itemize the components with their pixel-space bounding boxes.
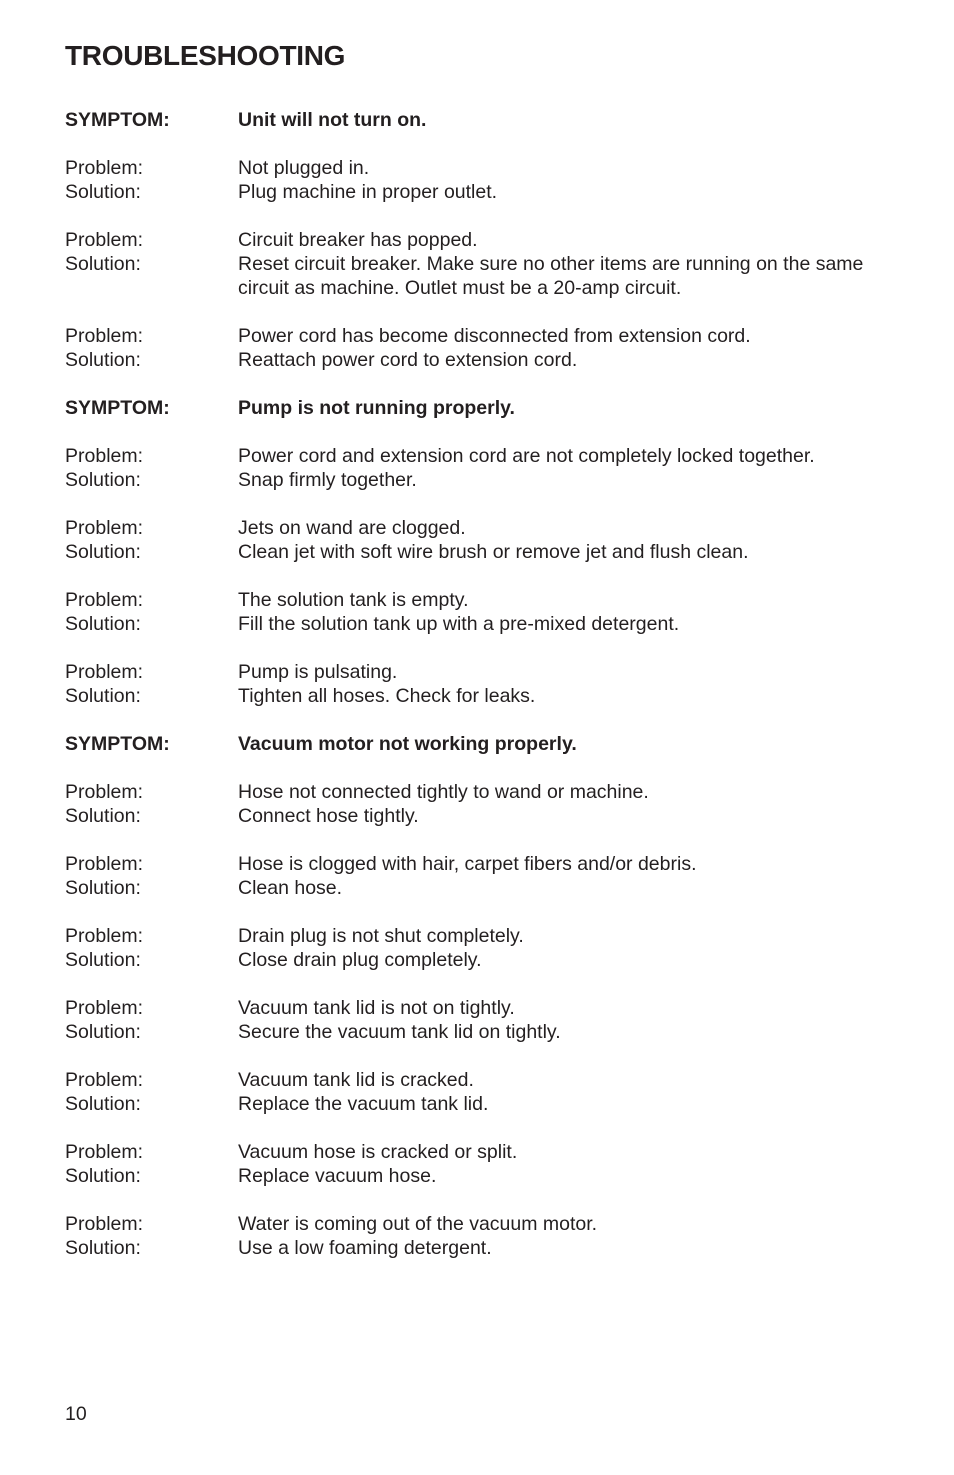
problem-solution-pair	[65, 324, 905, 372]
solution-label: Solution:	[65, 805, 141, 827]
solution-text: Reset circuit breaker. Make sure no other items are running on the same circuit as machine. Outlet must be a 20-amp circuit.	[238, 253, 864, 299]
solution-label: Solution:	[65, 1237, 141, 1259]
problem-solution-pair	[65, 996, 905, 1044]
problem-solution-pair	[65, 1212, 905, 1260]
problem-label: Problem:	[65, 661, 144, 683]
problem-text: Power cord has become disconnected from extension cord.	[238, 325, 751, 347]
problem-label: Problem:	[65, 229, 144, 251]
problem-solution-pair	[65, 516, 905, 564]
solution-text: Fill the solution tank up with a pre-mixed detergent.	[238, 613, 680, 635]
symptom-section	[65, 108, 905, 372]
problem-label: Problem:	[65, 517, 144, 539]
solution-label: Solution:	[65, 181, 141, 203]
problem-text: Pump is pulsating.	[238, 661, 398, 683]
symptom-label: SYMPTOM:	[65, 109, 170, 131]
solution-text: Clean jet with soft wire brush or remove jet and flush clean.	[238, 541, 749, 563]
problem-text: Not plugged in.	[238, 157, 370, 179]
solution-text: Connect hose tightly.	[238, 805, 419, 827]
problem-label: Problem:	[65, 589, 144, 611]
problem-solution-pair	[65, 156, 905, 204]
symptom-section	[65, 396, 905, 708]
problem-label: Problem:	[65, 997, 144, 1019]
symptom-label: SYMPTOM:	[65, 733, 170, 755]
troubleshooting-list	[65, 108, 905, 1284]
solution-text: Close drain plug completely.	[238, 949, 482, 971]
solution-text: Clean hose.	[238, 877, 343, 899]
solution-text: Use a low foaming detergent.	[238, 1237, 492, 1259]
problem-solution-pair	[65, 924, 905, 972]
solution-label: Solution:	[65, 1165, 141, 1187]
solution-label: Solution:	[65, 253, 141, 275]
problem-solution-pair	[65, 780, 905, 828]
solution-text: Replace vacuum hose.	[238, 1165, 437, 1187]
solution-label: Solution:	[65, 541, 141, 563]
problem-solution-pair	[65, 852, 905, 900]
problem-label: Problem:	[65, 781, 144, 803]
solution-text: Secure the vacuum tank lid on tightly.	[238, 1021, 561, 1043]
solution-label: Solution:	[65, 349, 141, 371]
solution-text: Reattach power cord to extension cord.	[238, 349, 578, 371]
solution-text: Plug machine in proper outlet.	[238, 181, 498, 203]
solution-text: Snap firmly together.	[238, 469, 417, 491]
problem-text: Vacuum hose is cracked or split.	[238, 1141, 518, 1163]
solution-text: Tighten all hoses. Check for leaks.	[238, 685, 536, 707]
problem-text: Circuit breaker has popped.	[238, 229, 478, 251]
solution-label: Solution:	[65, 1021, 141, 1043]
symptom-row	[65, 732, 905, 756]
problem-label: Problem:	[65, 1213, 144, 1235]
solution-label: Solution:	[65, 877, 141, 899]
problem-solution-pair	[65, 1068, 905, 1116]
problem-solution-pair	[65, 1140, 905, 1188]
problem-text: Vacuum tank lid is not on tightly.	[238, 997, 515, 1019]
symptom-row	[65, 108, 905, 132]
problem-label: Problem:	[65, 1141, 144, 1163]
problem-solution-pair	[65, 228, 905, 300]
symptom-label: SYMPTOM:	[65, 397, 170, 419]
problem-solution-pair	[65, 444, 905, 492]
symptom-text: Unit will not turn on.	[238, 109, 427, 131]
page-title: TROUBLESHOOTING	[65, 40, 346, 71]
problem-label: Problem:	[65, 445, 144, 467]
solution-label: Solution:	[65, 1093, 141, 1115]
solution-label: Solution:	[65, 469, 141, 491]
problem-text: Water is coming out of the vacuum motor.	[238, 1213, 598, 1235]
page-number: 10	[65, 1403, 87, 1425]
problem-label: Problem:	[65, 157, 144, 179]
problem-solution-pair	[65, 660, 905, 708]
symptom-section	[65, 732, 905, 1260]
solution-text: Replace the vacuum tank lid.	[238, 1093, 489, 1115]
problem-text: Jets on wand are clogged.	[238, 517, 466, 539]
problem-label: Problem:	[65, 1069, 144, 1091]
problem-label: Problem:	[65, 925, 144, 947]
problem-label: Problem:	[65, 325, 144, 347]
problem-text: Vacuum tank lid is cracked.	[238, 1069, 474, 1091]
problem-text: The solution tank is empty.	[238, 589, 469, 611]
problem-label: Problem:	[65, 853, 144, 875]
solution-label: Solution:	[65, 949, 141, 971]
symptom-text: Pump is not running properly.	[238, 397, 515, 419]
symptom-row	[65, 396, 905, 420]
problem-text: Power cord and extension cord are not completely locked together.	[238, 445, 815, 467]
problem-text: Hose not connected tightly to wand or machine.	[238, 781, 649, 803]
problem-solution-pair	[65, 588, 905, 636]
solution-label: Solution:	[65, 613, 141, 635]
solution-label: Solution:	[65, 685, 141, 707]
problem-text: Hose is clogged with hair, carpet fibers and/or debris.	[238, 853, 697, 875]
symptom-text: Vacuum motor not working properly.	[238, 733, 577, 755]
problem-text: Drain plug is not shut completely.	[238, 925, 524, 947]
